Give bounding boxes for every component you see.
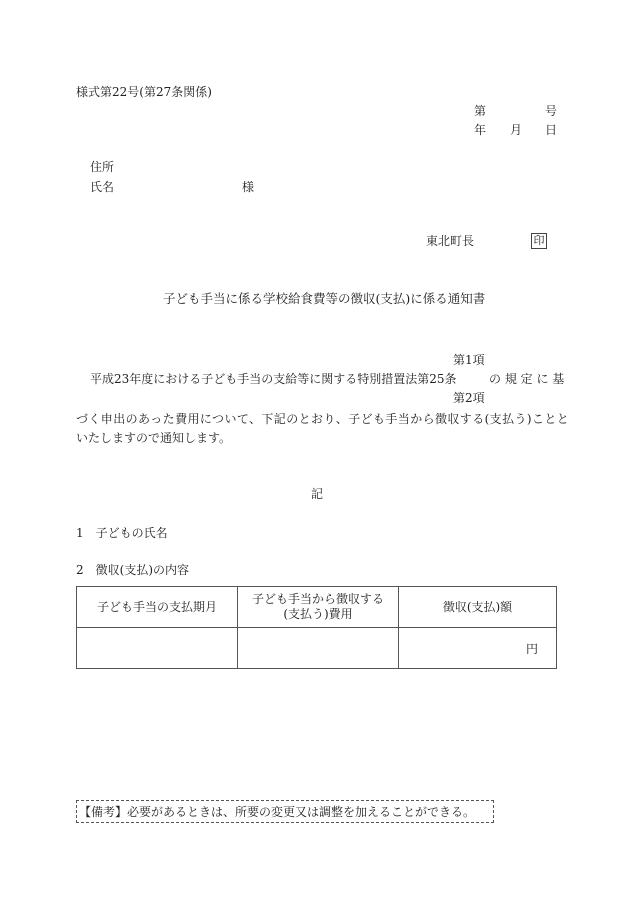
collection-table <box>76 586 557 669</box>
form-number: 様式第22号(第27条関係) <box>76 85 212 99</box>
header-cost-line2: (支払う)費用 <box>283 607 353 621</box>
header-cost-line1: 子ども手当から徴収する <box>251 592 384 606</box>
date-month: 月 <box>510 123 523 137</box>
item-collection-content: 2 徴収(支払)の内容 <box>76 563 189 577</box>
clause-2: 第2項 <box>453 391 485 405</box>
cell-cost <box>238 628 399 669</box>
ki-heading: 記 <box>311 487 324 501</box>
header-amount: 徴収(支払)額 <box>399 587 557 628</box>
body-line1-prefix: 平成23年度における子ども手当の支給等に関する特別措置法第25条 <box>90 372 457 386</box>
body-line1-suffix: の 規 定 に 基 <box>489 372 565 386</box>
doc-number-go: 号 <box>545 104 558 118</box>
table-header-row <box>77 587 557 628</box>
header-payment-month: 子ども手当の支払期月 <box>77 587 238 628</box>
seal-mark: 印 <box>531 233 547 249</box>
item-child-name: 1 子どもの氏名 <box>76 526 168 540</box>
sender-title: 東北町長 <box>426 234 475 248</box>
document-title: 子ども手当に係る学校給食費等の徴収(支払)に係る通知書 <box>163 291 486 306</box>
address-label: 住所 <box>90 160 115 174</box>
doc-number-dai: 第 <box>474 104 487 118</box>
honorific: 様 <box>242 180 255 194</box>
remark-box: 【備考】必要があるときは、所要の変更又は調整を加えることができる。 <box>76 800 494 823</box>
header-cost <box>238 587 399 628</box>
cell-payment-month <box>77 628 238 669</box>
body-line3: いたしますので通知します。 <box>76 431 232 445</box>
cell-amount: 円 <box>399 628 557 669</box>
name-label: 氏名 <box>90 180 115 194</box>
date-day: 日 <box>545 123 558 137</box>
date-year: 年 <box>474 123 487 137</box>
body-line2: づく申出のあった費用について、下記のとおり、子ども手当から徴収する(支払う)ことと <box>76 412 570 426</box>
table-row <box>77 628 557 669</box>
clause-1: 第1項 <box>453 353 485 367</box>
